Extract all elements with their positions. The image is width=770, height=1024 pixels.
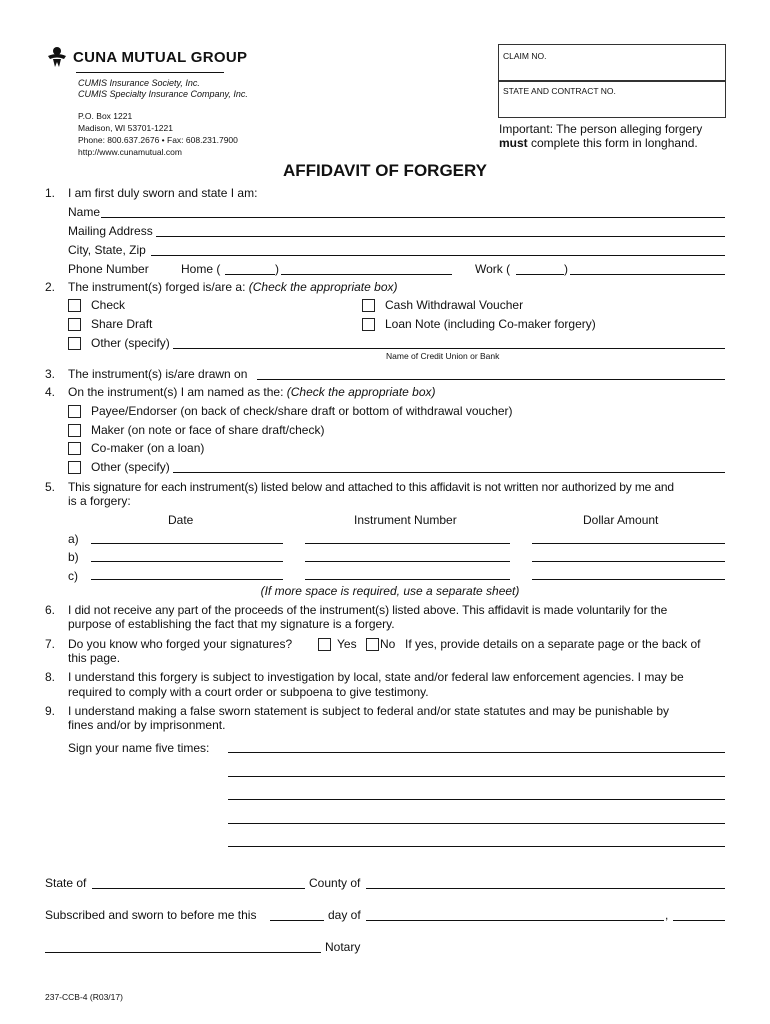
loan-note-label: Loan Note (including Co-maker forgery) [385, 317, 596, 331]
s3-text: The instrument(s) is/are drawn on [68, 367, 248, 381]
day-of-label: day of [328, 908, 361, 922]
address-url: http://www.cunamutual.com [78, 147, 182, 157]
s3-num: 3. [45, 367, 56, 381]
page-title: AFFIDAVIT OF FORGERY [283, 161, 487, 180]
s5-line1: This signature for each instrument(s) listed below and attached to this affidavit is not written nor authorized by me and [68, 480, 674, 494]
payee-checkbox[interactable] [68, 405, 81, 418]
more-space-note: (If more space is required, use a separate sheet) [260, 584, 520, 598]
county-of-field[interactable] [366, 888, 725, 889]
share-draft-label: Share Draft [91, 317, 153, 331]
s2-hint: (Check the appropriate box) [248, 280, 398, 294]
row-c-label: c) [68, 569, 78, 583]
work-close-paren: ) [564, 262, 568, 276]
sign-label: Sign your name five times: [68, 741, 210, 755]
s8-num: 8. [45, 670, 56, 684]
other-role-field[interactable] [173, 472, 725, 473]
s2-text [68, 280, 398, 294]
s1-text: I am first duly sworn and state I am: [68, 186, 258, 200]
s7-num: 7. [45, 637, 56, 651]
important-rest: complete this form in longhand. [527, 136, 698, 150]
city-label: City, State, Zip [68, 243, 146, 257]
col-amount-header: Dollar Amount [583, 513, 659, 527]
logo-underline [76, 72, 224, 73]
state-of-field[interactable] [92, 888, 305, 889]
s8-line2: required to comply with a court order or subpoena to give testimony. [68, 685, 429, 699]
year-field[interactable] [673, 920, 725, 921]
cash-voucher-label: Cash Withdrawal Voucher [385, 298, 524, 312]
signature-line-1[interactable] [228, 752, 725, 753]
row-c-date[interactable] [91, 579, 283, 580]
company-name: CUNA MUTUAL GROUP [73, 49, 248, 66]
s6-line2: purpose of establishing the fact that my signature is a forgery. [68, 617, 395, 631]
check-checkbox[interactable] [68, 299, 81, 312]
subsidiary-2: CUMIS Specialty Insurance Company, Inc. [78, 89, 248, 99]
important-note-2 [499, 136, 698, 150]
co-maker-label: Co-maker (on a loan) [91, 441, 205, 455]
s5-line2: is a forgery: [68, 494, 131, 508]
other-instrument-label: Other (specify) [91, 336, 170, 350]
name-label: Name [68, 205, 101, 219]
loan-note-checkbox[interactable] [362, 318, 375, 331]
important-must: must [499, 136, 528, 150]
s6-line1: I did not receive any part of the proceeds of the instrument(s) listed above. This affidavit is made voluntarily for the [68, 603, 668, 617]
forger-known-no-checkbox[interactable] [366, 638, 379, 651]
year-comma: , [665, 908, 669, 922]
row-b-instrument[interactable] [305, 561, 510, 562]
mailing-field[interactable] [156, 236, 725, 237]
other-role-label: Other (specify) [91, 460, 170, 474]
home-phone-field[interactable] [281, 274, 452, 275]
cash-voucher-checkbox[interactable] [362, 299, 375, 312]
signature-line-5[interactable] [228, 846, 725, 847]
important-note-1: Important: The person alleging forgery [499, 122, 703, 136]
home-area-code-field[interactable] [225, 274, 275, 275]
city-field[interactable] [151, 255, 725, 256]
maker-label: Maker (on note or face of share draft/check) [91, 423, 325, 437]
phone-label: Phone Number [68, 262, 149, 276]
s9-num: 9. [45, 704, 56, 718]
s2-label: The instrument(s) forged is/are a: [68, 280, 249, 294]
s7-line2: this page. [68, 651, 121, 665]
other-instrument-field[interactable] [173, 348, 725, 349]
col-date-header: Date [168, 513, 194, 527]
address-2: Madison, WI 53701-1221 [78, 123, 173, 133]
row-a-label: a) [68, 532, 79, 546]
col-instrument-header: Instrument Number [354, 513, 457, 527]
county-of-label: County of [309, 876, 361, 890]
share-draft-checkbox[interactable] [68, 318, 81, 331]
row-b-date[interactable] [91, 561, 283, 562]
drawn-on-field[interactable] [257, 379, 725, 380]
day-field[interactable] [270, 920, 324, 921]
row-b-label: b) [68, 550, 79, 564]
forger-known-yes-checkbox[interactable] [318, 638, 331, 651]
cuna-logo-icon [45, 46, 69, 68]
row-a-amount[interactable] [532, 543, 725, 544]
s7-rest: If yes, provide details on a separate page or the back of [405, 637, 701, 651]
s6-num: 6. [45, 603, 56, 617]
notary-signature-field[interactable] [45, 952, 321, 953]
co-maker-checkbox[interactable] [68, 442, 81, 455]
state-of-label: State of [45, 876, 87, 890]
company-logo [45, 46, 248, 72]
no-label: No [380, 637, 396, 651]
s1-num: 1. [45, 186, 56, 200]
credit-union-caption: Name of Credit Union or Bank [386, 351, 500, 361]
signature-line-3[interactable] [228, 799, 725, 800]
mailing-label: Mailing Address [68, 224, 153, 238]
row-c-amount[interactable] [532, 579, 725, 580]
state-contract-box[interactable] [498, 80, 726, 118]
form-code: 237-CCB-4 (R03/17) [45, 992, 123, 1002]
s4-text [68, 385, 436, 399]
s4-num: 4. [45, 385, 56, 399]
row-c-instrument[interactable] [305, 579, 510, 580]
s8-line1: I understand this forgery is subject to investigation by local, state and/or federal law enforcement agencies. I may be [68, 670, 684, 684]
s9-line1: I understand making a false sworn statement is subject to federal and/or state statutes and may be punishable by [68, 704, 670, 718]
signature-line-4[interactable] [228, 823, 725, 824]
other-instrument-checkbox[interactable] [68, 337, 81, 350]
work-label: Work ( [475, 262, 511, 276]
month-field[interactable] [366, 920, 664, 921]
address-phone: Phone: 800.637.2676 • Fax: 608.231.7900 [78, 135, 238, 145]
claim-no-label: CLAIM NO. [503, 51, 547, 61]
row-b-amount[interactable] [532, 561, 725, 562]
row-a-instrument[interactable] [305, 543, 510, 544]
s4-label: On the instrument(s) I am named as the: [68, 385, 287, 399]
s9-line2: fines and/or by imprisonment. [68, 718, 226, 732]
s2-num: 2. [45, 280, 56, 294]
home-close-paren: ) [275, 262, 279, 276]
yes-label: Yes [337, 637, 357, 651]
s4-hint: (Check the appropriate box) [286, 385, 436, 399]
signature-line-2[interactable] [228, 776, 725, 777]
payee-label: Payee/Endorser (on back of check/share draft or bottom of withdrawal voucher) [91, 404, 513, 418]
claim-no-box[interactable] [498, 44, 726, 82]
notary-label: Notary [325, 940, 361, 954]
address-1: P.O. Box 1221 [78, 111, 133, 121]
subsidiary-1: CUMIS Insurance Society, Inc. [78, 78, 200, 88]
subscribed-label: Subscribed and sworn to before me this [45, 908, 257, 922]
s5-num: 5. [45, 480, 56, 494]
other-role-checkbox[interactable] [68, 461, 81, 474]
maker-checkbox[interactable] [68, 424, 81, 437]
check-label: Check [91, 298, 126, 312]
home-label: Home ( [181, 262, 221, 276]
name-field[interactable] [101, 217, 725, 218]
work-area-code-field[interactable] [516, 274, 564, 275]
state-contract-label: STATE AND CONTRACT NO. [503, 86, 616, 96]
s7-question: Do you know who forged your signatures? [68, 637, 293, 651]
work-phone-field[interactable] [570, 274, 725, 275]
row-a-date[interactable] [91, 543, 283, 544]
